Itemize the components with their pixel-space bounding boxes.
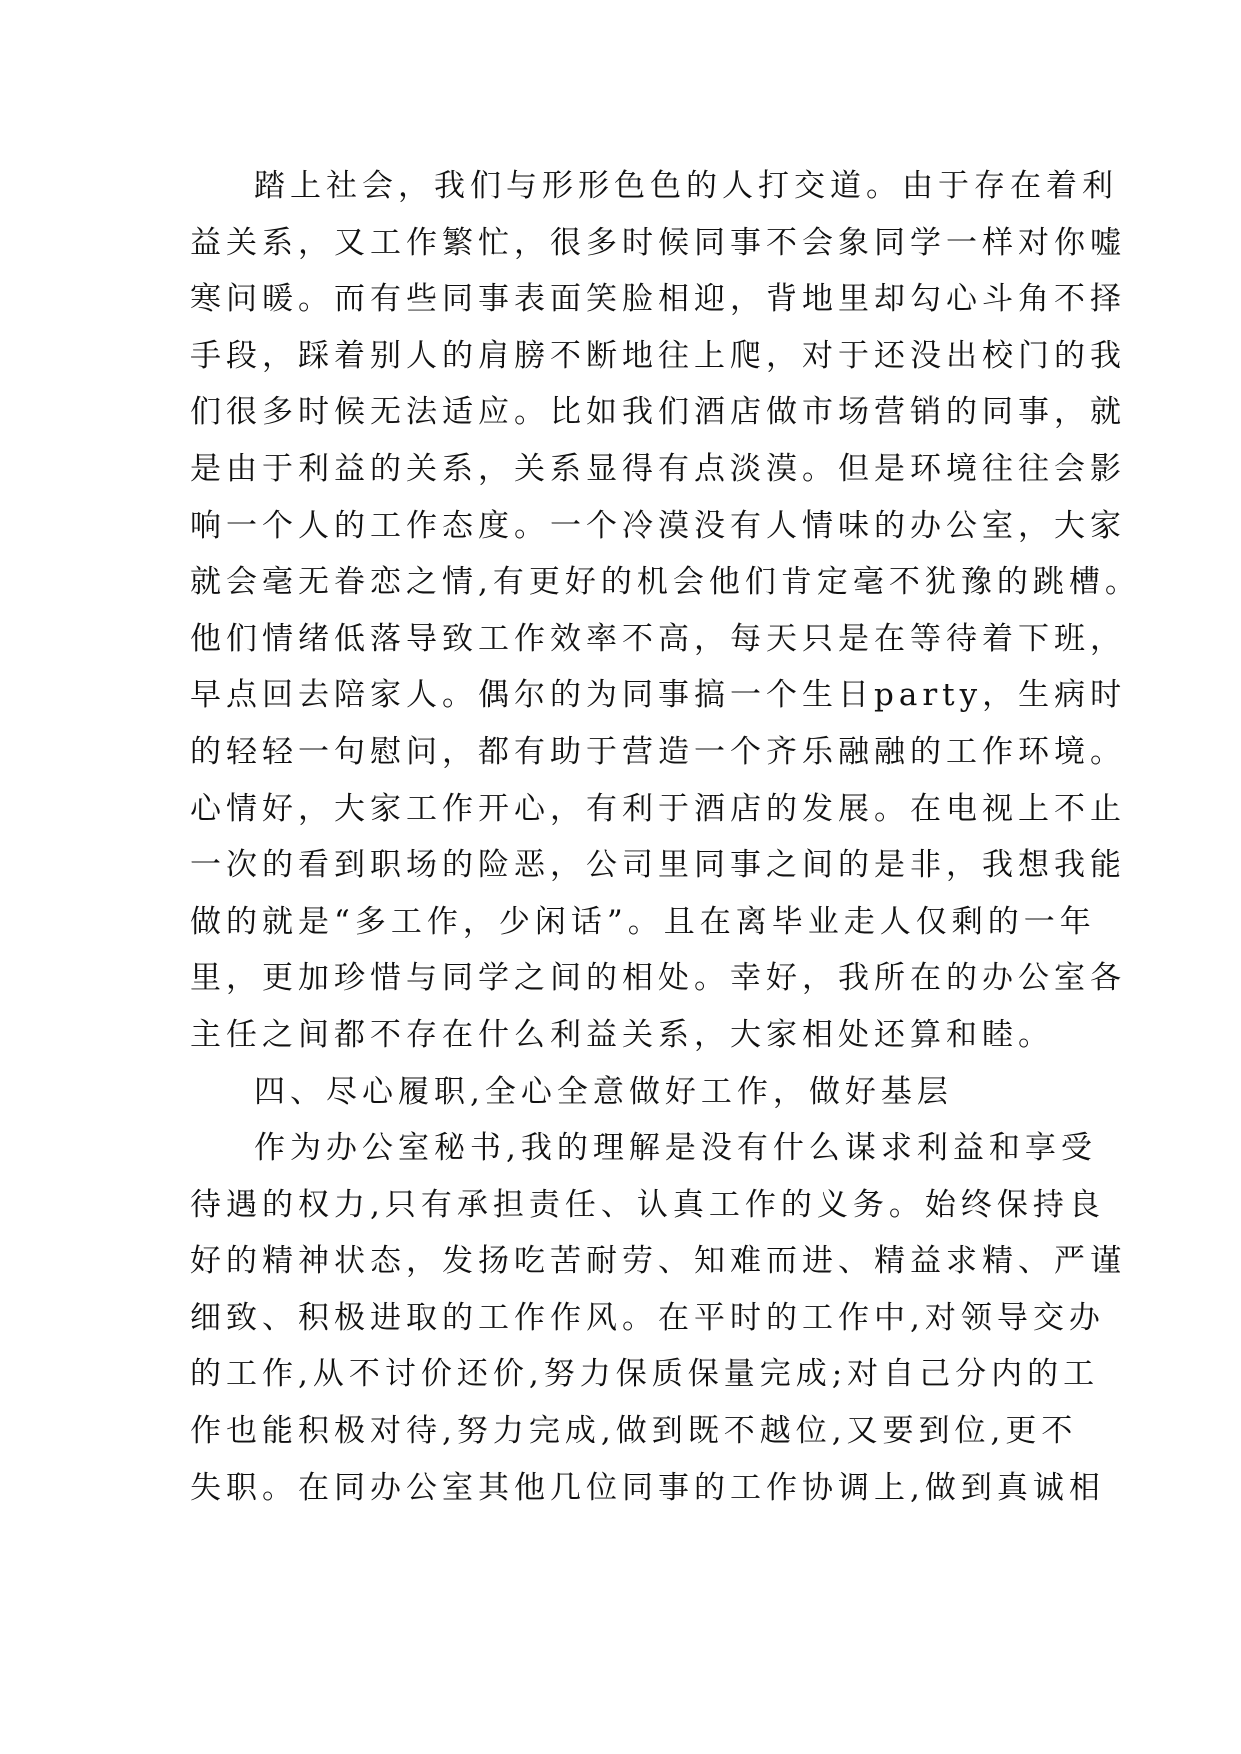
paragraph-line: 就会毫无眷恋之情,有更好的机会他们肯定毫不犹豫的跳槽。 (190, 564, 1141, 601)
document-body (190, 158, 1141, 1516)
paragraph-line: 的工作,从不讨价还价,努力保质保量完成;对自己分内的工 (190, 1356, 1100, 1393)
paragraph-line: 作也能积极对待,努力完成,做到既不越位,又要到位,更不 (190, 1413, 1078, 1450)
paragraph-line: 细致、积极进取的工作作风。在平时的工作中,对领导交办 (190, 1299, 1105, 1336)
paragraph-line: 响一个人的工作态度。一个冷漠没有人情味的办公室，大家 (190, 507, 1126, 544)
paragraph-line: 益关系，又工作繁忙，很多时候同事不会象同学一样对你嘘 (190, 224, 1126, 261)
paragraph-line: 失职。在同办公室其他几位同事的工作协调上,做到真诚相 (190, 1469, 1105, 1506)
section-heading: 四、尽心履职,全心全意做好工作，做好基层 (254, 1073, 953, 1110)
paragraph-line: 待遇的权力,只有承担责任、认真工作的义务。始终保持良 (190, 1186, 1105, 1223)
paragraph-line: 主任之间都不存在什么利益关系，大家相处还算和睦。 (190, 1016, 1054, 1053)
paragraph-line: 是由于利益的关系，关系显得有点淡漠。但是环境往往会影 (190, 450, 1126, 487)
paragraph-line: 早点回去陪家人。偶尔的为同事搞一个生日party，生病时 (190, 677, 1127, 714)
paragraph-line: 做的就是“多工作，少闲话”。且在离毕业走人仅剩的一年 (190, 903, 1096, 940)
paragraph-line: 里，更加珍惜与同学之间的相处。幸好，我所在的办公室各 (190, 960, 1126, 997)
paragraph-line: 好的精神状态，发扬吃苦耐劳、知难而进、精益求精、严谨 (190, 1243, 1126, 1280)
paragraph-line: 他们情绪低落导致工作效率不高，每天只是在等待着下班， (190, 620, 1126, 657)
paragraph-line: 心情好，大家工作开心，有利于酒店的发展。在电视上不止 (190, 790, 1126, 827)
paragraph-line: 手段，踩着别人的肩膀不断地往上爬，对于还没出校门的我 (190, 337, 1126, 374)
paragraph-line: 们很多时候无法适应。比如我们酒店做市场营销的同事，就 (190, 394, 1126, 431)
paragraph-line: 一次的看到职场的险恶，公司里同事之间的是非，我想我能 (190, 847, 1126, 884)
paragraph-line: 的轻轻一句慰问，都有助于营造一个齐乐融融的工作环境。 (190, 733, 1126, 770)
paragraph-line: 踏上社会，我们与形形色色的人打交道。由于存在着利 (254, 168, 1118, 204)
paragraph-line: 作为办公室秘书,我的理解是没有什么谋求利益和享受 (254, 1130, 1097, 1167)
paragraph-line: 寒问暖。而有些同事表面笑脸相迎，背地里却勾心斗角不择 (190, 281, 1126, 318)
